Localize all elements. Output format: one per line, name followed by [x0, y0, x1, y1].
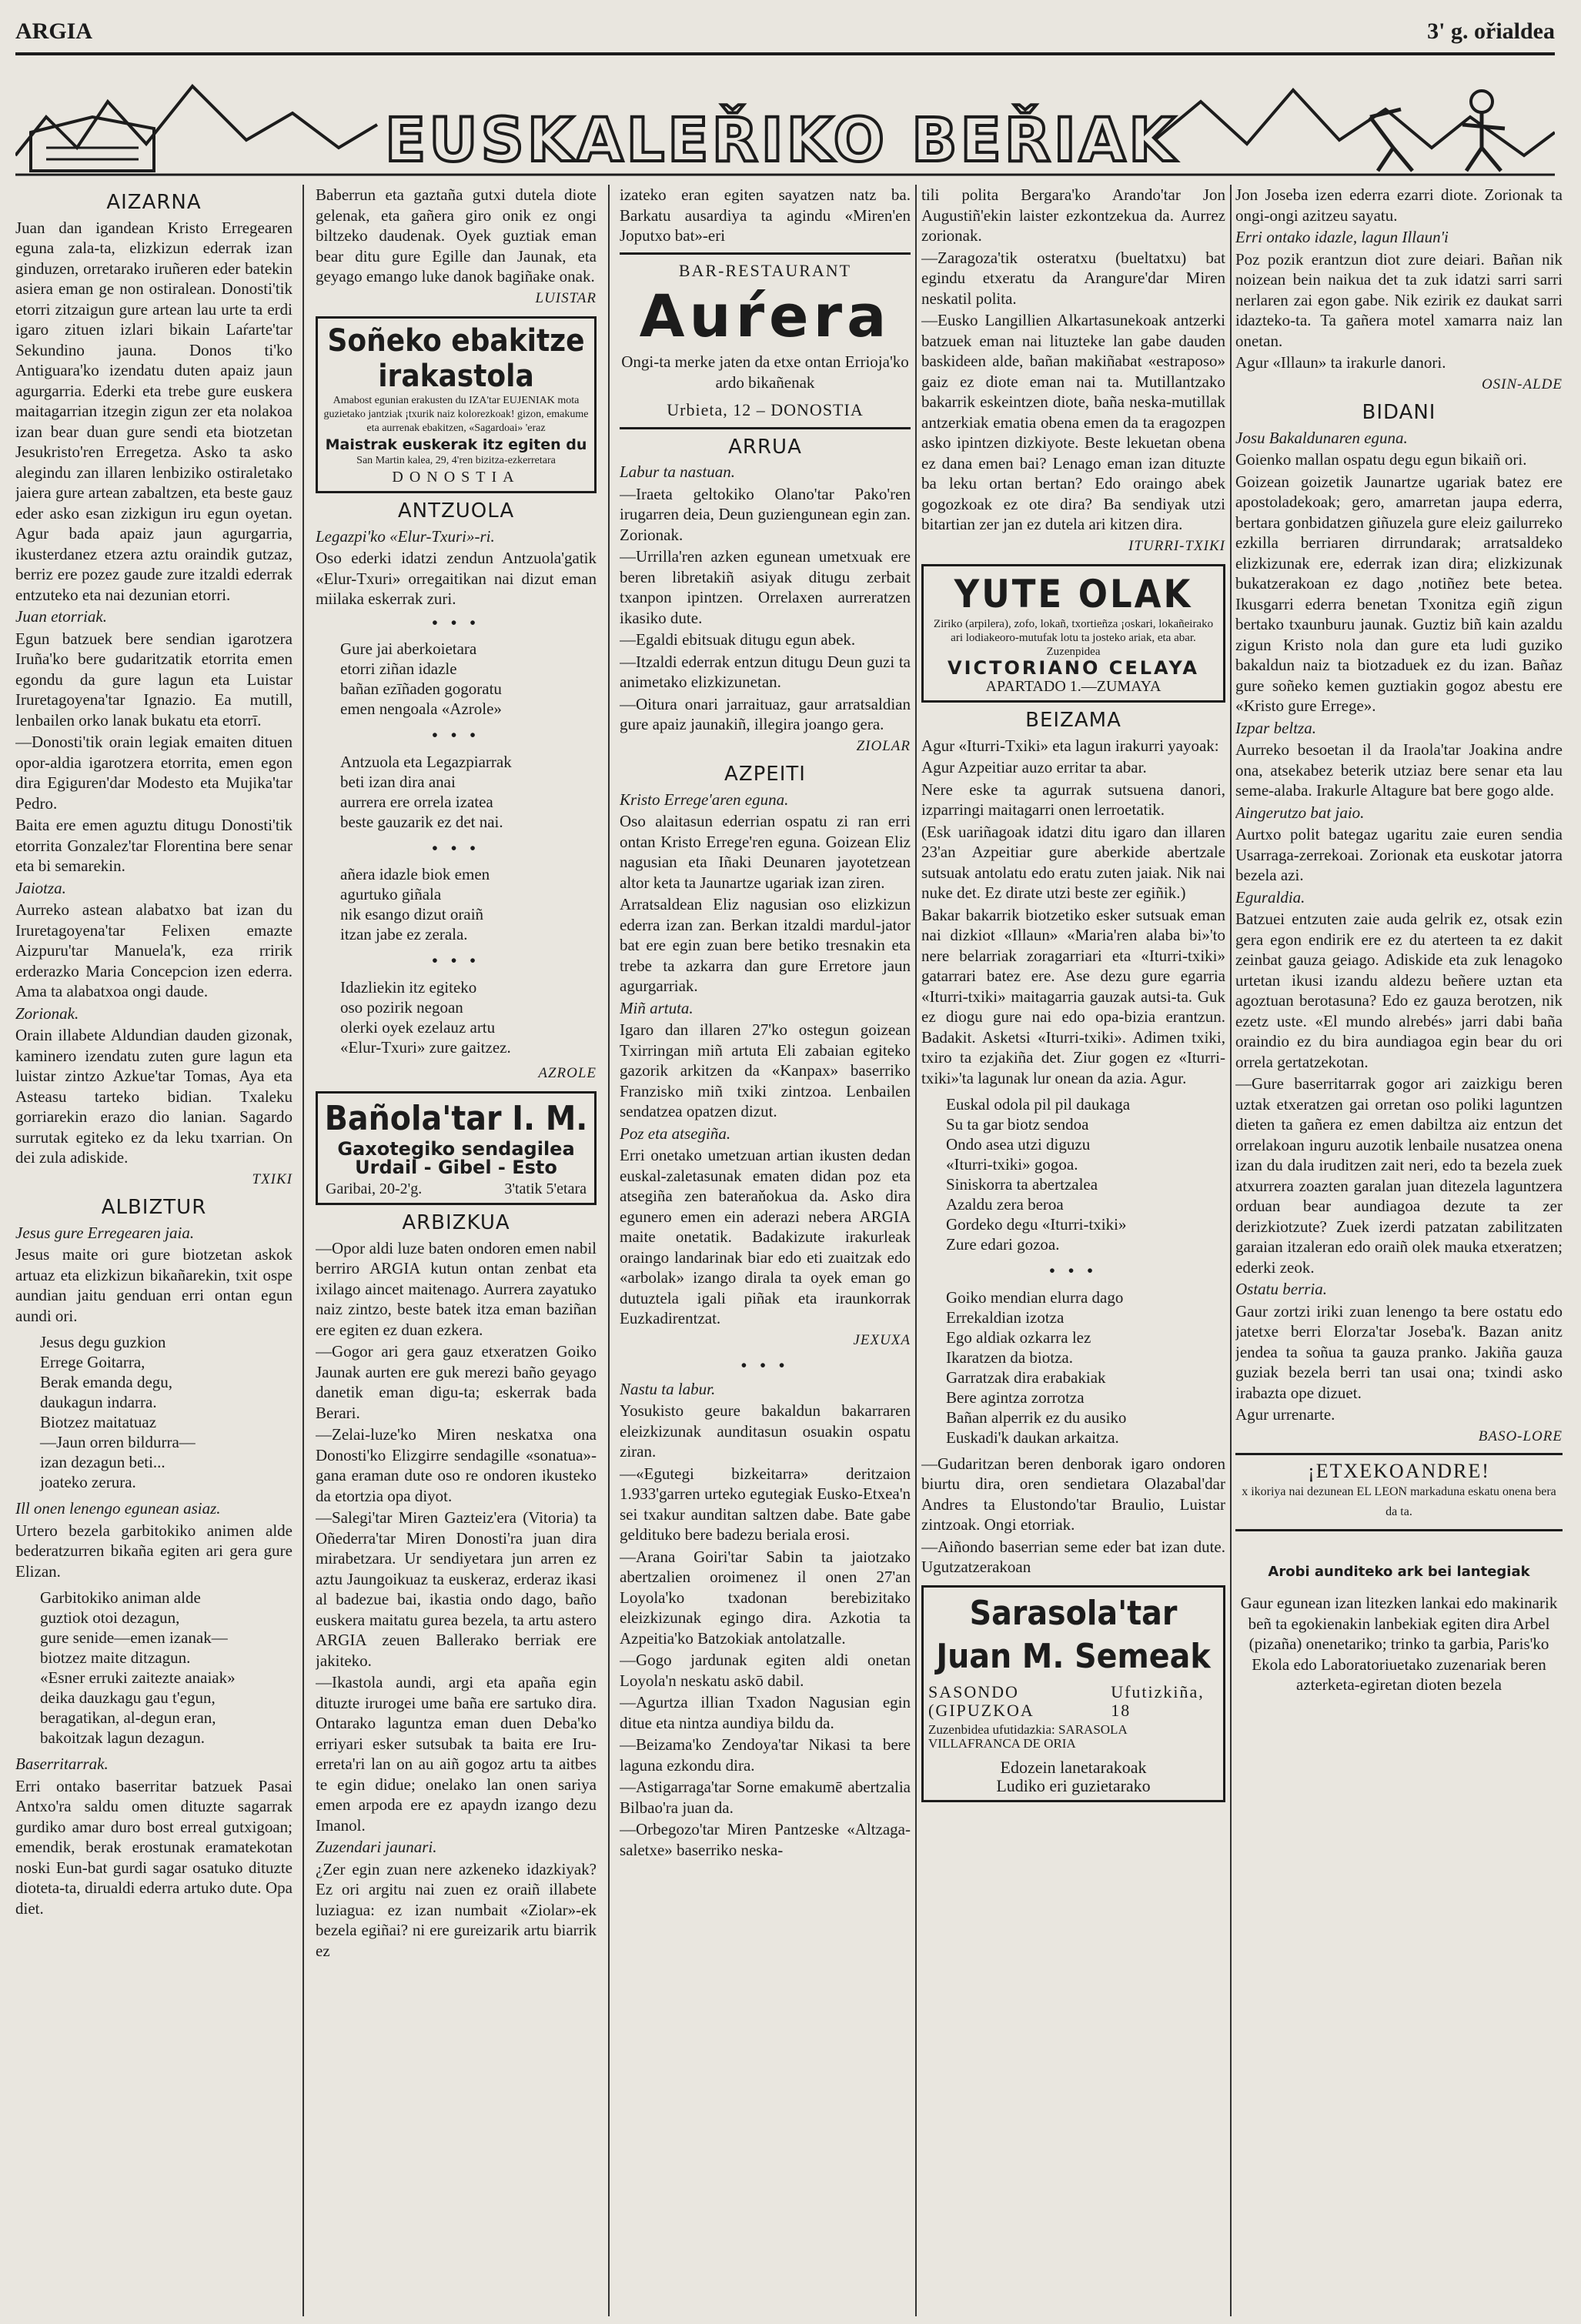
article-paragraph: —Beizama'ko Zendoya'tar Nikasi ta bere laguna ezkondu dira.	[620, 1735, 911, 1775]
article-subhead: Kristo Errege'aren eguna.	[620, 790, 789, 809]
separator-stars: • • •	[432, 951, 480, 970]
advertisement	[316, 316, 597, 493]
ad-heading: BAR-RESTAURANT	[678, 260, 852, 280]
article-paragraph: —Eusko Langillien Alkartasunekoak antzerki batzuek eman nai lituzteke lan gabe dauden baskideen alde, bañan makiñabat «estraposo» gaiz ez diote eman nai ta. Mutillantzako bakarrik eskeintzen diote, baña neska-mutillak antzerkiak ematia obena emen da ta eragozpen asko ipintzen dizkiyote. Beste lekuetan obena ez dana emen bai? Lenago eman izan dituzte ba leku ortan bertan? Edo oraingo abek gogozkoak ez ote dira? Ba sendiyak utzi bitartian zer jan ez dutela ari kitzen dira.	[921, 311, 1225, 533]
section-heading: AZPEITI	[724, 763, 806, 786]
verse-line: Euskal odola pil pil daukaga	[946, 1095, 1131, 1114]
article-paragraph: Nere eske ta agurrak sutsuena danori, izparringi maitagarri onen lerroetatik.	[921, 780, 1225, 819]
verse-line: izan dezagun beti...	[40, 1453, 165, 1471]
column-rule	[608, 185, 610, 2316]
verse-line: oso pozirik negoan	[340, 997, 463, 1017]
author-signature: TXIKI	[252, 1170, 292, 1187]
article-subhead: Erri ontako idazle, lagun Illaun'i	[1235, 228, 1449, 246]
verse-line: Gure jai aberkoietara	[340, 639, 477, 658]
newspaper-name: ARGIA	[15, 18, 93, 44]
article-paragraph: —Zaragoza'tik osteratxu (bueltatxu) bat egindu etxeratu da Arangure'dar Miren neskatil polita.	[921, 248, 1225, 308]
article-paragraph: Poz pozik erantzun diot zure deiari. Bañan nik noizean bein naikua det ta zuk idatzi sarri sarri nerlaren zai egon gabe. Nik ezirik ez daukat sarri idazteko-ta. Ta gañera motel xamarra naiz lan onetan.	[1235, 249, 1563, 350]
verse-line: itzan jabe ez zerala.	[340, 925, 468, 943]
ad-note: Zuzenbidea ufutidazkia: SARASOLA VILLAFRANCA DE ORIA	[928, 1721, 1127, 1751]
verse-line: olerki oyek ezelauz artu	[340, 1017, 496, 1037]
article-paragraph: Aurtxo polit bategaz ugaritu zaie euren sendia Usarraga-zerrekoai. Zorionak eta euskotar jatorra bezela azi.	[1235, 825, 1563, 884]
ad-text: Ziriko (arpilera), zofo, lokañ, txortieñza ¡oskari, lokañeirako ari lodiakeoro-mutufak lotu ta josteko ariak, eta abar. Zuzenpidea	[933, 618, 1214, 658]
article-paragraph: —Oitura onari jarraituaz, gaur arratsaldian gure apaiz jaunakiñ, illegira joango gera.	[620, 694, 911, 733]
article-subhead: Jaiotza.	[15, 878, 66, 897]
verse-line: Goiko mendian elurra dago	[946, 1287, 1124, 1307]
verse-line: añera idazle biok emen	[340, 865, 490, 883]
page-date: 3' g. ořialdea	[1427, 18, 1555, 44]
article-paragraph: Agur «Illaun» ta irakurle danori.	[1235, 353, 1446, 372]
author-signature: OSIN-ALDE	[1481, 376, 1563, 392]
verse	[921, 1094, 1225, 1254]
article-paragraph: Aurreko astean alabatxo bat izan du Iruretagoyena'tar Felixen emazte Aizpuru'tar Manuela'k, eza rririk erderazko Maria Concepcion izen ederra. Ama ta alabatxoa ongi daude.	[15, 900, 292, 1000]
author-signature: JEXUXA	[853, 1331, 911, 1348]
article-paragraph: —«Egutegi bizkeitarra» deritzaion 1.933'garren urteko egutegiak Eusko-Etxea'n sei txakur aunditan saltzen dabe. Bate gabe geldituko bere badezu beriala erosi.	[620, 1464, 911, 1544]
verse-line: Berak emanda degu,	[40, 1373, 173, 1391]
divider	[620, 427, 911, 429]
advertisement	[620, 261, 911, 421]
section-heading: BIDANI	[1362, 401, 1436, 424]
ad-city: DONOSTIA	[392, 469, 520, 486]
verse-line: Jesus degu guzkion	[40, 1333, 166, 1351]
article-paragraph: —Arana Goiri'tar Sabin ta jaiotzako abertzalien oroimenez il onen 27'an Loyola'ko txadonan berebizitako eleizkizunak egingo dira. Azkotia ta Azpeitia'ko Batzokiak antolatzalle.	[620, 1547, 911, 1648]
article-subhead: Poz eta atsegiña.	[620, 1124, 731, 1143]
article-paragraph: —Gogo jardunak egiten aldi onetan Loyola'n neskatu askō dabil.	[620, 1651, 911, 1690]
author-signature: BASO-LORE	[1478, 1427, 1563, 1444]
divider	[620, 252, 911, 255]
article-paragraph: Egun batzuek bere sendian igarotzera Iruña'ko bere gudaritzatik etorrita emen egondu da gure lagun eta Luistar Iruretagoyena'tar Ignazio. Ea mutill, lenbailen orko lanak bukatu eta etorrī.	[15, 629, 292, 730]
running-header	[15, 14, 1555, 55]
article-paragraph: —Opor aldi luze baten ondoren emen nabil berriro ARGIA kutun ontan zenbat eta ixilago aincet maitenago. Aurrera zayatuko naiz zintzo, beste batek itza eman baziñan ere egiten ez duan ezkera.	[316, 1238, 597, 1339]
divider	[1235, 1453, 1563, 1455]
article-paragraph: —Aiñondo baserrian seme eder bat izan dute. Ugutzatzerakoan	[921, 1537, 1225, 1576]
verse-line: Ikaratzen da biotza.	[946, 1347, 1073, 1367]
column-1	[15, 185, 292, 2309]
article-paragraph: (Esk uariñagoak idatzi ditu igaro dan illaren 23'an Azpeitiar gure aberkide abertzale sutsuak antolatu edo eratu zuten jaiak. Nik nai nuke det. Ez dirate utzi beste zer egiñik.)	[921, 822, 1225, 902]
article-paragraph: Erri ontako baserritar batzuek Pasai Antxo'ra saldu omen dituzte sagarrak gurdiko amar duro bost erreal gutxigoan; emendik, berak erostunak eramatekotan noski Eun-bat gurdi sagar osatuko dituzte dioteta-ta, dirualdi ederra artuko dute. Opa diet.	[15, 1776, 292, 1918]
section-heading: ANTZUOLA	[397, 499, 515, 523]
column-2	[316, 185, 597, 2309]
verse-line: bañan ezīñaden gogoratu	[340, 680, 502, 698]
article-paragraph: —Astigarraga'tar Sorne emakumē abertzalia Bilbao'ra juan da.	[620, 1778, 911, 1817]
verse-line: etorri ziñan idazle	[340, 659, 457, 678]
advertisement	[921, 1585, 1225, 1802]
verse	[316, 977, 597, 1057]
article-subhead: Miñ artuta.	[620, 998, 694, 1017]
author-signature: ZIOLAR	[856, 737, 911, 754]
ad-title: Arobi aunditeko ark bei lantegiak	[1268, 1563, 1530, 1580]
verse-line: Bere agintza zorrotza	[946, 1387, 1085, 1407]
ad-city: SASONDO (GIPUZKOA	[928, 1681, 1035, 1720]
ad-text: Ongi-ta merke jaten da etxe ontan Errioja'ko ardo bikañenak	[621, 352, 909, 392]
verse-line: «Iturri-txiki» gogoa.	[946, 1155, 1078, 1174]
ad-title: Bañola'tar I. M.	[324, 1099, 588, 1138]
article-subhead: Baserritarrak.	[15, 1755, 109, 1773]
article-paragraph: Jon Joseba izen ederra ezarri diote. Zorionak ta ongi-ongi azitzeu sayatu.	[1235, 185, 1563, 225]
article-paragraph: Igaro dan illaren 27'ko ostegun goizean Txirringan miñ artuta Eli zabaian egiteko gazorik arkitzen da «Kanpax» baserriko Franzisko miñ txiki zintzoa. Lenbailen sendatzea opatzen dizut.	[620, 1020, 911, 1120]
article-paragraph: Jesus maite ori gure biotzetan askok artuaz eta elizkizun bikañarekin, txit ospe aundian jaitu genduan erri ontan egun aundi ori.	[15, 1245, 292, 1325]
verse-line: gure senide—emen izanak—	[40, 1628, 228, 1647]
article-subhead: Aingerutzo bat jaio.	[1235, 803, 1365, 822]
ad-text: x ikoriya nai dezunean EL LEON markaduna eskatu onena bera da ta.	[1242, 1484, 1556, 1518]
article-subhead: Ostatu berria.	[1235, 1280, 1328, 1298]
verse-line: joateko zerura.	[40, 1473, 136, 1491]
article-paragraph: Orain illabete Aldundian dauden gizonak, kaminero izendatu zuten gure lagun eta luistar zintzo Azkue'tar Tomas, Aya eta Asteasu tarteko bidian. Txaleku gorriarekin erazo dio lanian. Sagardo surrutak egiteko ez da leku txarrian. On dei zula adiskide.	[15, 1026, 292, 1167]
verse-line: Antzuola eta Legazpiarrak	[340, 752, 512, 771]
article-paragraph: Goienko mallan ospatu degu egun bikaiñ ori.	[1235, 450, 1527, 469]
ad-text: Ludiko eri guzietarako	[996, 1775, 1151, 1795]
article-paragraph: —Gure baserritarrak gogor ari zaizkigu beren uztak etxeratzen gai orretan oso poliki laguntzen dieten ta gañera ez emen dabiltza aiz entzun det orrelakoan inguru auzotik lenbaile nusatzea onena izan du dala iruditzen zait neri, edo ta bezela zuek atxurrera zoazten garalan juan ditezela laguntzera orduan bear aundiagoa dezute ta zer derizkiotzute? Zuek izerdi patzatan zabilitzaten garaian itzaleran edo oraiñ olek mauka etxeratzen; ederki zeok.	[1235, 1074, 1563, 1277]
article-paragraph: —Urrilla'ren azken egunean umetxuak ere beren libretakiñ asiyak ditugu zerbait txanpon ipintzen. Orrelaxen aurreratzen ikasiko dute.	[620, 547, 911, 627]
verse-line: «Esner erruki zaitezte anaiak»	[40, 1668, 236, 1687]
verse	[15, 1588, 292, 1748]
article-paragraph: Aurreko besoetan il da Iraola'tar Joakina andre ona, atsekabez beterik utziaz bere senar eta lau seme-alaba. Irakurle Altagure bat bere gogo alde.	[1235, 740, 1563, 800]
article-paragraph: —Zelai-luze'ko Miren neskatxa ona Donosti'ko Elizgirre sendagille «sonatua»-gana eraman dute oso re ondoren ikusteko da etortzia opa diyot.	[316, 1425, 597, 1505]
ad-text: Edozein lanetarakoak	[1000, 1757, 1147, 1777]
ad-hours: 3'tatik 5'etara	[504, 1180, 587, 1197]
ad-line: Gaxotegiko sendagilea	[337, 1138, 575, 1160]
article-subhead: Legazpi'ko «Elur-Txuri»-ri.	[316, 526, 495, 546]
separator-stars: • • •	[432, 838, 480, 857]
verse-line: Azaldu zera beroa	[946, 1195, 1064, 1214]
article-paragraph: Urtero bezela garbitokiko animen alde bederatzurren bikaña egiten ari gera gure Elizan.	[15, 1521, 292, 1581]
article-subhead: Zuzendari jaunari.	[316, 1838, 437, 1856]
verse-line: Biotzez maitatuaz	[40, 1413, 157, 1431]
verse-line: agurtuko giñala	[340, 885, 442, 903]
verse	[316, 752, 597, 832]
article-paragraph: Yosukisto geure bakaldun bakarraren eleizkizunak aunditasun osuakin ospatu ziran.	[620, 1401, 911, 1461]
ad-address: Urbieta, 12 – DONOSTIA	[667, 400, 864, 419]
verse-line: Siniskorra ta abertzalea	[946, 1175, 1098, 1194]
ad-text: Gaur egunean izan litezken lankai edo makinarik beñ ta egokienakin lanbekiak egiten dira Arbel (pizaña) onenetariko; trinko ta garbia, Paris'ko Ekola edo Laboratoriuetako zuzenariak beren azterketa-egiretan dioten bezela	[1240, 1594, 1558, 1694]
article-paragraph: Oso alaitasun ederrian ospatu zi ran erri ontan Kristo Errege'ren eguna. Goizean Eliz nagusian eta Iñaki Deunaren jayotetzean altor keta ta Jaunartze ugariak izan ziren.	[620, 812, 911, 892]
verse-line: beste gauzarik ez det nai.	[340, 812, 503, 831]
article-subhead: Izpar beltza.	[1235, 718, 1316, 737]
verse-line: aurrera ere orrela izatea	[340, 792, 493, 811]
article-paragraph: —Iraeta geltokiko Olano'tar Pako'ren irugarren deia, Deun guziengunean egin zan. Zorionak.	[620, 484, 911, 544]
ad-phone: Ufutizkiña, 18	[1111, 1681, 1205, 1720]
article-paragraph: izateko eran egiten sayatzen natz ba. Barkatu ausardiya ta agindu «Miren'en Joputxo bat»-eri	[620, 185, 911, 245]
article-subhead: Nastu ta labur.	[620, 1379, 716, 1398]
article-subhead: Josu Bakaldunaren eguna.	[1235, 428, 1408, 447]
article-paragraph: Bakar bakarrik biotzetiko esker sutsuak eman nai dizkiot «Illaun» «Maria'ren alaba bi»'to nere belarriak zoragarriari eta «Iturri-txiki» gatarrari batez ere. Ase dezu gure egarria «Iturri-txiki» maitagarria gauzak autsi-ta. Guk ez diogu gure nai edo opa-bizia erantzun. Badakit. Asketsi «Iturri-txiki». Adimen txiki, txiro ta ezjakiña det. Ziur gogen ez «Iturri-txiki»'ta lagunak lur onean da azia. Agur.	[921, 905, 1225, 1087]
article-paragraph: Goizean goizetik Jaunartze ugariak batez ere apostoladekoak; gero, amarretan jaupa ederra, bertara gonbidatzen giñuzela gure eleiz gailurreko ezkilla berriaren dirrundarak; arratsaldeko elizkizunak ere, ederrak izan dira; elizkizunak bukatzerakoan ez dago ,notiñez bete betea. Ikusgarri ederra benetan Txonitza egiñ zigun bertako txaunburu jaunak. Guztiz biñ kain azaldu zigun Kristo nola dan gure eta ludi guziko bakaldun naiz ta biotzaduek ez du izan. Bañaz gure soñeko kemen guztiakin gogoz abestu ere «Kristo gure Errege».	[1235, 472, 1563, 715]
verse-line: —Jaun orren bildurra—	[40, 1433, 196, 1451]
ad-note: Maistrak euskerak itz egiten du	[325, 436, 587, 453]
divider	[1235, 1529, 1563, 1531]
article-paragraph: Oso ederki idatzi zendun Antzuola'gatik «Elur-Txuri» orregaitikan nai dizut eman miilaka eskerrak zuri.	[316, 549, 597, 608]
verse	[921, 1287, 1225, 1447]
section-heading: ARBIZKUA	[402, 1211, 510, 1234]
section-banner	[15, 71, 1555, 179]
ad-title: Soñeko ebakitze irakastola	[327, 323, 585, 394]
article-paragraph: Baberrun eta gaztaña gutxi dutela diote gelenak, eta gañera giro onik ez ongi biltzeko daudenak. Oyek guztiak eman bear ditu gure Egille dan Jaunak, eta geyago emango luke danok bagiñake onak.	[316, 185, 597, 285]
advertisement	[316, 1091, 597, 1205]
banner-title: EUSKALEŘIKO BEŘIAK	[385, 106, 1178, 175]
verse-line: Bañan alperrik ez du ausiko	[946, 1407, 1127, 1427]
verse-line: Zure edari gozoa.	[946, 1235, 1060, 1254]
article-paragraph: Agur «Iturri-Txiki» eta lagun irakurri yayoak:	[921, 736, 1219, 755]
separator-stars: • • •	[1049, 1261, 1098, 1280]
column-4	[921, 185, 1225, 2309]
author-signature: LUISTAR	[535, 289, 597, 306]
article-paragraph: Arratsaldean Eliz nagusian oso elizkizun ederra izan zan. Berkan itzaldi mardul-jator bat ere egin zuan bere betiko tresnakin eta trebe ta azkarra dan gure Erretore jaun agurgarriak.	[620, 895, 911, 995]
article-subhead: Juan etorriak.	[15, 607, 107, 626]
article-paragraph: Agur Azpeitiar auzo erritar ta abar.	[921, 758, 1147, 776]
article-paragraph: —Agurtza illian Txadon Nagusian egin ditue eta nintza aundiya bildu da.	[620, 1693, 911, 1732]
ad-address: San Martin kalea, 29, 4'ren bizitza-ezkerretara	[356, 455, 556, 466]
column-3	[620, 185, 911, 2309]
verse	[15, 1332, 292, 1492]
advertisement	[1235, 1461, 1563, 1523]
article-paragraph: —Salegi'tar Miren Gazteiz'era (Vitoria) ta Oñederra'tar Miren Donosti'ra juan dira mirabetzara. Ur sendiyetara jun arren ez aztu Jaungoikuaz ta euskeraz, erderaz ikasi al badezue bai, ikastia ondo dago, baño euskera maitatu gurea bezela, ta artu astero ARGIA zeuen Ballerako berriak ere jakiteko.	[316, 1508, 597, 1670]
verse-line: «Elur-Txuri» zure gaitzez.	[340, 1037, 511, 1057]
separator-stars: • • •	[432, 726, 480, 744]
article-paragraph: Gaur zortzi iriki zuan lenengo ta bere ostatu edo jatetxe berri Elorza'tar Joseba'k. Bazan anitz jendea ta soñua ta gauza pranko. Jakiña gauza guziak bezela berri tan usai ona; txindi asko irabazta ope dizuet.	[1235, 1301, 1563, 1402]
verse-line: emen nengoala «Azrole»	[340, 700, 502, 718]
verse-line: beti izan dira anai	[340, 772, 456, 791]
verse-line: Errege Goitarra,	[40, 1353, 145, 1371]
article-paragraph: —Gudaritzan beren denborak igaro ondoren biurtu dira, oren sendietara Olazabal'dar Andres ta Elustondo'tar Braulio, Luistar zintzoak. Ongi etorriak.	[921, 1454, 1225, 1534]
column-rule	[302, 185, 304, 2316]
separator-stars: • • •	[432, 613, 480, 632]
article-subhead: Eguraldia.	[1235, 887, 1305, 907]
verse-line: Euskadi'k daukan arkaitza.	[946, 1427, 1119, 1447]
ad-title: Sarasola'tar Juan M. Semeak	[936, 1593, 1211, 1676]
article-paragraph: tili polita Bergara'ko Arando'tar Jon Augustiñ'ekin laister ezkontzekua da. Aurrez zorionak.	[921, 185, 1225, 245]
column-rule	[1230, 185, 1232, 2316]
article-paragraph: —Itzaldi ederrak entzun ditugu Deun guzi ta animetako elizkizunetan.	[620, 652, 911, 691]
verse-line: Garbitokiko animan alde	[40, 1588, 201, 1607]
verse	[316, 639, 597, 719]
column-5	[1235, 185, 1563, 2309]
article-subhead: Zorionak.	[15, 1003, 79, 1023]
article-paragraph: Juan dan igandean Kristo Erregearen eguna zala-ta, elizkizun ederrak izan ginduzen, orretarako iruñeren eder batekin asiera eman ge non ostiralean. Donosti'tik etorri zitzaigun gure artean lau urte ta erdi igaro zituen izlari bikain Laŕarte'tar Sekundino jauna. Donos ti'ko Antiguara'ko izendatu duten apaiz jaun agurgarria. Ederki eta trebe gure euskera maitagarrian itzegin zigun zer eta nolakoa izan bear duan gure sendi eta biotzetan Jesukristo'ren Erregetza. Asko ta asko alegindu zan illaren lenbiziko ostiraletako jaiera gure artean zabaltzen, eta beste gauz eder asko esan zizkigun iru egun oyetan. Agur bada apaiz jaun agurgarria, ikusterdanez etzera aztu oraindik gutzaz, berriz ere pozez gaude zure itzaldi ederrak entzuteko eta nai dezunian etorri.	[15, 218, 292, 604]
verse	[316, 864, 597, 944]
article-paragraph: Erri onetako umetzuan artian ikusten dedan euskal-zaletasunak ematen didan poz eta atsegiña zen bateraňokua da. Asko dira egunero emen ein aderazi nebera ARGIA maite onetatik. Badakizute irakurleak oraingo landarinak biar edo eti zuaitzak edo «arbolak» izango dirala ta oyek eman go dutuztela igali piñak eta iraunkorrak Euzkadirentzat.	[620, 1146, 911, 1327]
verse-line: guztiok otoi dezagun,	[40, 1608, 180, 1627]
ad-address: APARTADO 1.—ZUMAYA	[985, 678, 1162, 695]
verse-line: bakoitzak lagun dezagun.	[40, 1728, 205, 1747]
verse-line: Ondo asea utzi diguzu	[946, 1135, 1091, 1154]
ad-title: Auŕera	[639, 282, 891, 350]
article-paragraph: —Donosti'tik orain legiak emaiten dituen opor-aldia igarotzera etorrita, emen egon dira Egiguren'dar Modesto eta Mujika'tar Pedro.	[15, 733, 292, 813]
verse-line: Su ta gar biotz sendoa	[946, 1115, 1089, 1134]
advertisement	[921, 564, 1225, 703]
section-heading: BEIZAMA	[1025, 709, 1121, 732]
ad-line: Urdail - Gibel - Esto	[355, 1157, 557, 1178]
article-paragraph: Agur urrenarte.	[1235, 1405, 1335, 1424]
author-signature: ITURRI-TXIKI	[1128, 537, 1225, 554]
article-paragraph: —Ikastola aundi, argi eta apaña egin dituzte irurogei ume baña ere sartuko dira. Ontarako laguntza eman duen Deba'ko erriyari esker sutsubak ta baita ere Iru-erreta'ri lan on au aiñ gogoz artu ta aitbes te egin didue; onelako lan onen sariya emen arpoda ere ez apaydn izango dezu Imanol.	[316, 1673, 597, 1835]
ad-title: ¡ETXEKOANDRE!	[1308, 1460, 1490, 1482]
section-heading: AIZARNA	[106, 191, 202, 214]
ad-title: YUTE OLAK	[954, 572, 1193, 616]
ad-text: Amabost egunian erakusten du IZA'tar EUJENIAK mota guzietako jantziak ¡txurik naiz kolorezkoak! gizon, emakume eta aurrenak ebakitzen, «Sagardoai» 'eraz	[323, 395, 589, 434]
article-paragraph: Batzuei entzuten zaie auda gelrik ez, otsak ezin gera egon endirik ere ez du aterteen ta ez dakit zeinbat gauza geiago. Adiskide eta zuk lenagoko urtetan ikusi izandu aldezu beñere uztan eta agoztuan berotasuna? Edo ez gauza berotzen, nik ezetz uste. «El mundo alrebés» jarri dabi baña oraindio ez du bira aundiagoa egin bear du ori orrela gertatzekotan.	[1235, 910, 1563, 1071]
article-paragraph: Baita ere emen aguztu ditugu Donosti'tik etorrita Gonzalez'tar Florentina bere senar eta bi semarekin.	[15, 816, 292, 875]
verse-line: biotzez maite ditzagun.	[40, 1648, 191, 1667]
verse-line: beragatikan, al-degun eran,	[40, 1708, 216, 1727]
article-subhead: Ill onen lenengo egunean asiaz.	[15, 1499, 221, 1518]
ad-name: VICTORIANO CELAYA	[948, 657, 1199, 679]
section-heading: ARRUA	[728, 435, 802, 459]
article-paragraph: —Egaldi ebitsuak ditugu egun abek.	[620, 630, 856, 649]
verse-line: nik esango dizut oraiñ	[340, 905, 484, 923]
author-signature: AZROLE	[538, 1064, 597, 1081]
verse-line: Gordeko degu «Iturri-txiki»	[946, 1215, 1127, 1234]
article-subhead: Jesus gure Erregearen jaia.	[15, 1223, 195, 1242]
separator-stars: • • •	[740, 1356, 790, 1374]
article-subhead: Labur ta nastuan.	[620, 462, 735, 481]
column-rule	[915, 185, 917, 2316]
verse-line: Idazliekin itz egiteko	[340, 977, 477, 997]
verse-line: daukagun indarra.	[40, 1393, 157, 1411]
verse-line: Ego aldiak ozkarra lez	[946, 1327, 1091, 1347]
verse-line: Errekaldian izotza	[946, 1307, 1065, 1327]
verse-line: deika dauzkagu gau t'egun,	[40, 1688, 216, 1707]
article-paragraph: —Orbegozo'tar Miren Pantzeske «Altzaga-saletxe» baserriko neska-	[620, 1820, 911, 1859]
section-heading: ALBIZTUR	[101, 1196, 207, 1219]
article-paragraph: —Gogor ari gera gauz etxeratzen Goiko Jaunak aurten ere guk merezi baño geyago danetik eman digu-ta; eskerrak bada Berari.	[316, 1342, 597, 1422]
verse-line: Garratzak dira erabakiak	[946, 1367, 1106, 1387]
ad-address: Garibai, 20-2'g.	[326, 1180, 423, 1197]
article-paragraph: ¿Zer egin zuan nere azkeneko idazkiyak? Ez ori argitu nai zuen ez oraiñ illabete luziagua: ez izan numbait «Ziolar»-ek bezela egiñai? ni ere gureizarik artu biarrik ez	[316, 1859, 597, 1960]
